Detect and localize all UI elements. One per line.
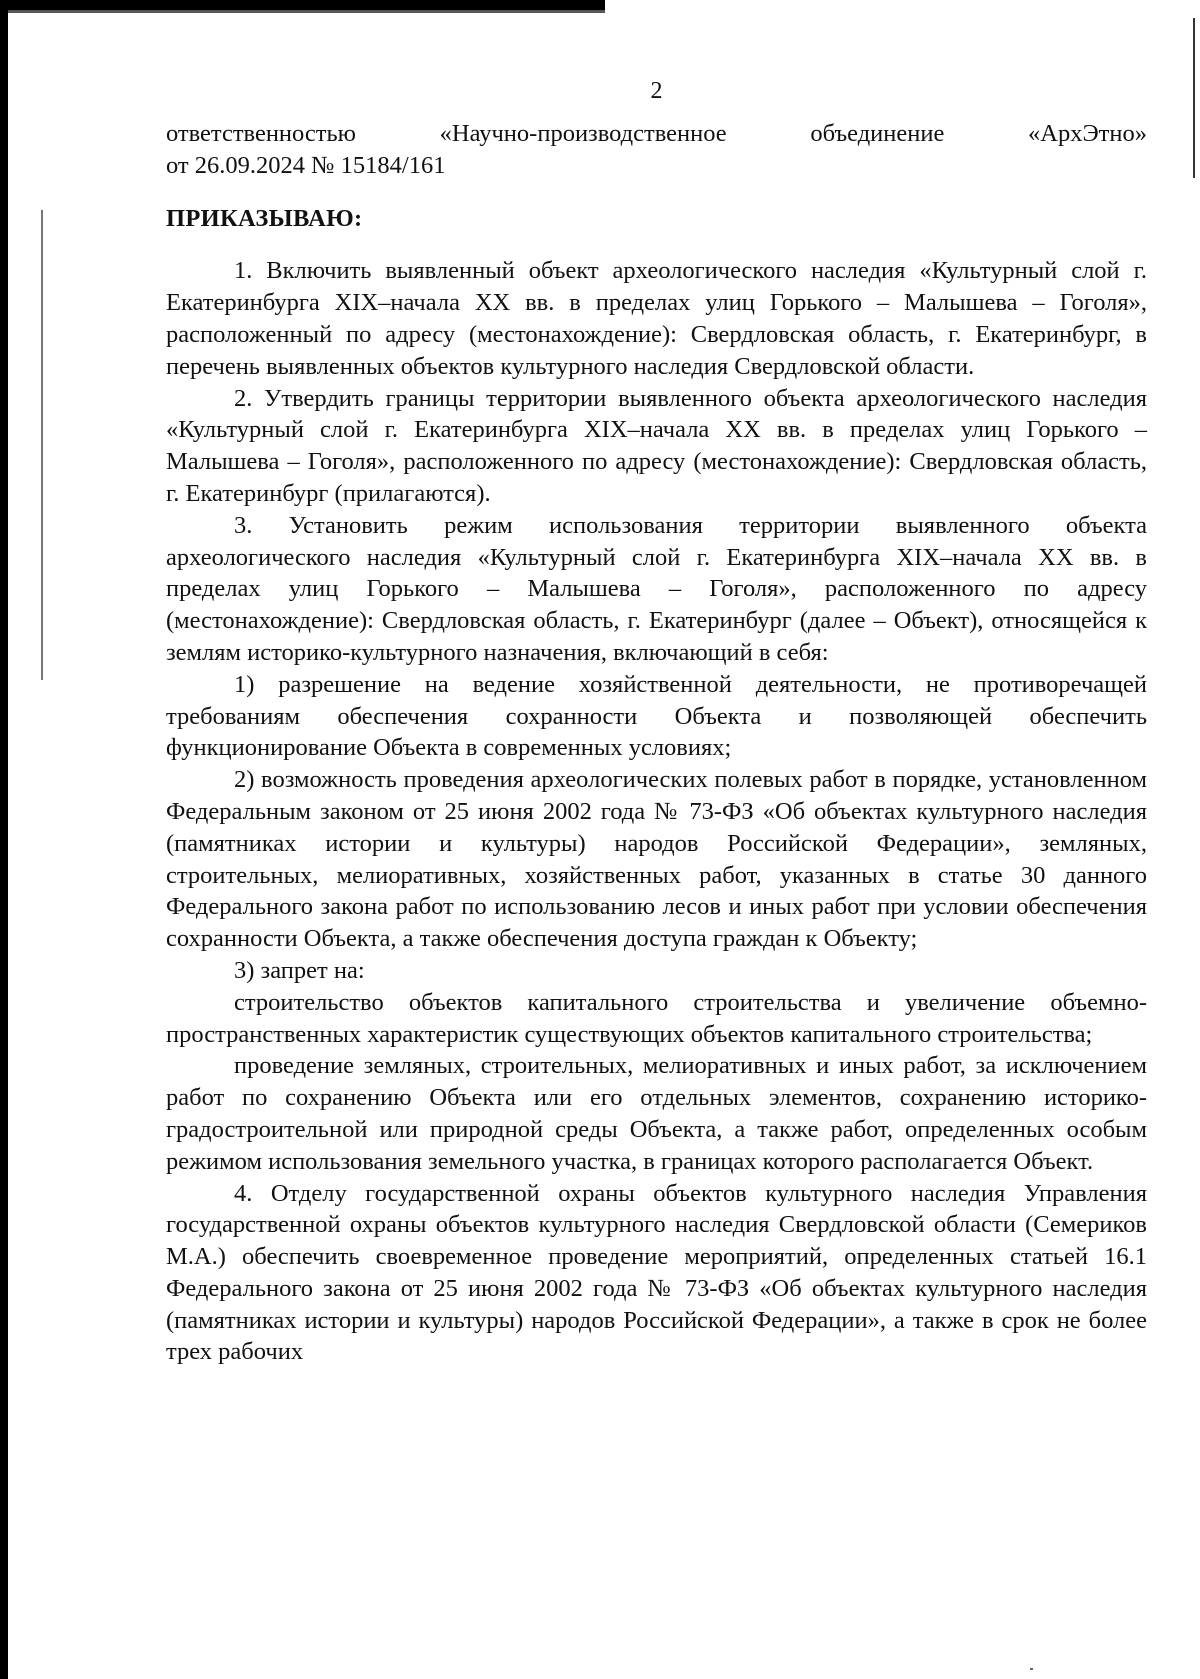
scan-border-top xyxy=(0,0,605,10)
scan-artifact-left-line xyxy=(41,210,43,680)
intro-line-2: от 26.09.2024 № 15184/161 xyxy=(166,151,446,179)
page-number: 2 xyxy=(650,78,663,104)
intro-line-1: ответственностью «Научно-производственное объединение «АрхЭтно» xyxy=(166,120,1147,147)
order-heading: ПРИКАЗЫВАЮ: xyxy=(166,204,363,232)
subitem-3: 3) запрет на: xyxy=(234,956,365,984)
prohibition-2: проведение земляных, строительных, мелиоративных и иных работ, за исключением работ по сохранению Объекта или его отдельных элементов, сохранению историко-градостроительной или природной среды Объекта, а также работ, определенных особым режимом использования земельного участка, в границах которого располагается Объект. xyxy=(166,1052,1147,1175)
scan-border-left xyxy=(0,0,8,1679)
paragraph-2: 2. Утвердить границы территории выявленного объекта археологического наследия «Культурный слой г. Екатеринбурга XIX–начала XX вв. в пределах улиц Горького – Малышева – Гоголя», расположенного по адресу (местонахождение): Свердловская область, г. Екатеринбург (прилагаются). xyxy=(166,384,1147,507)
subitem-2: 2) возможность проведения археологических полевых работ в порядке, установленном Федеральным законом от 25 июня 2002 года № 73-ФЗ «Об объектах культурного наследия (памятниках истории и культуры) народов Российской Федерации», земляных, строительных, мелиоративных, хозяйственных работ, указанных в статье 30 данного Федерального закона работ по использованию лесов и иных работ при условии обеспечения сохранности Объекта, а также обеспечения доступа граждан к Объекту; xyxy=(166,766,1147,953)
document-body xyxy=(166,118,1147,1368)
paragraph-3: 3. Установить режим использования территории выявленного объекта археологического наследия «Культурный слой г. Екатеринбурга XIX–начала XX вв. в пределах улиц Горького – Малышева – Гоголя», расположенного по адресу (местонахождение): Свердловская область, г. Екатеринбург (далее – Объект), относящейся к землям историко-культурного назначения, включающий в себя: xyxy=(166,511,1147,666)
paragraph-1: 1. Включить выявленный объект археологического наследия «Культурный слой г. Екатеринбурга XIX–начала XX вв. в пределах улиц Горького – Малышева – Гоголя», расположенный по адресу (местонахождение): Свердловская область, г. Екатеринбург, в перечень выявленных объектов культурного наследия Свердловской области. xyxy=(166,257,1147,380)
subitem-1: 1) разрешение на ведение хозяйственной деятельности, не противоречащей требованиям обеспечения сохранности Объекта и позволяющей обеспечить функционирование Объекта в современных условиях; xyxy=(166,670,1147,762)
paragraph-4: 4. Отделу государственной охраны объектов культурного наследия Управления государственной охраны объектов культурного наследия Свердловской области (Семериков М.А.) обеспечить своевременное проведение мероприятий, определенных статьей 16.1 Федерального закона от 25 июня 2002 года № 73-ФЗ «Об объектах культурного наследия (памятниках истории и культуры) народов Российской Федерации», а также в срок не более трех рабочих xyxy=(166,1179,1147,1366)
scan-border-top-thin xyxy=(0,10,605,13)
scan-artifact-dot xyxy=(1030,1668,1033,1670)
prohibition-1: строительство объектов капитального строительства и увеличение объемно-пространственных характеристик существующих объектов капитального строительства; xyxy=(166,988,1147,1048)
